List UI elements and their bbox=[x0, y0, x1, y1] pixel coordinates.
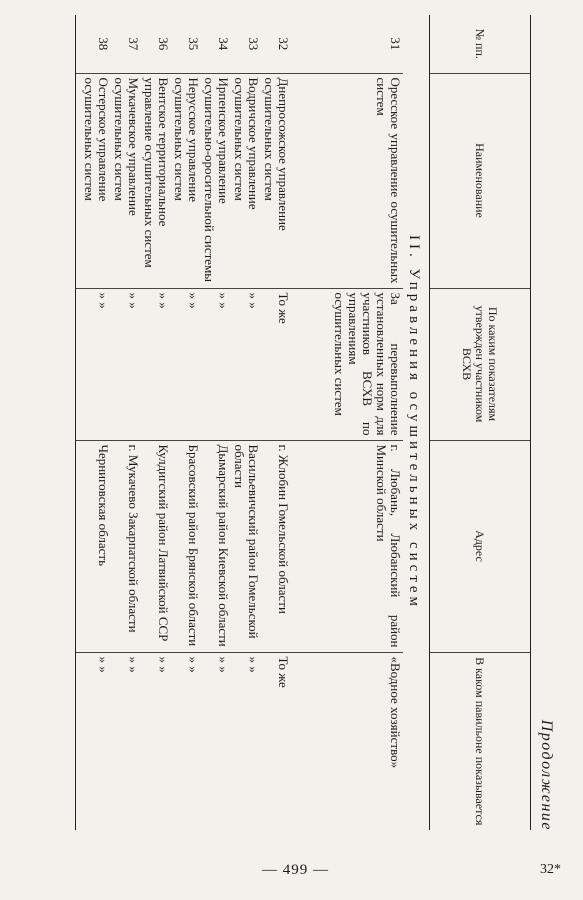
row-name: Ирпенское управление осушительно-оросительной системы bbox=[201, 73, 231, 288]
row-num: 36 bbox=[156, 37, 171, 51]
row-pavilion: » » bbox=[141, 652, 171, 830]
row-name: Днепросожское управление осушительных систем bbox=[261, 73, 291, 288]
table-header-row bbox=[430, 15, 531, 830]
row-num: 35 bbox=[186, 37, 201, 51]
table-row bbox=[111, 15, 141, 830]
signature-mark: 32* bbox=[540, 862, 561, 877]
row-indicators: » » bbox=[111, 288, 141, 440]
row-address: Черниговская область bbox=[76, 440, 112, 652]
row-indicators: » » bbox=[201, 288, 231, 440]
section-title: II. Управления осушительных систем bbox=[406, 234, 422, 611]
row-name: Водричское управление осушительных систем bbox=[231, 73, 261, 288]
row-indicators: За перевыполнение установленных норм для участников ВСХВ по управлениям осушительных систем bbox=[291, 288, 403, 440]
row-indicators: » » bbox=[231, 288, 261, 440]
row-pavilion: » » bbox=[171, 652, 201, 830]
row-pavilion: » » bbox=[76, 652, 112, 830]
section-heading-row bbox=[403, 15, 430, 830]
row-num: 33 bbox=[246, 37, 261, 51]
row-address: Васильевичский район Гомельской области bbox=[231, 440, 261, 652]
row-address: Брасовский район Брянской области bbox=[171, 440, 201, 652]
page-footer bbox=[0, 860, 583, 890]
row-num: 34 bbox=[216, 37, 231, 51]
row-address: г. Жлобин Гомельской области bbox=[261, 440, 291, 652]
row-pavilion: То же bbox=[261, 652, 291, 830]
table-row bbox=[141, 15, 171, 830]
row-indicators: » » bbox=[171, 288, 201, 440]
row-pavilion: » » bbox=[111, 652, 141, 830]
rotated-table-area bbox=[23, 15, 553, 835]
row-num: 31 bbox=[388, 37, 403, 51]
header-indicators: По каким показателям утвержден участником ВСХВ bbox=[430, 288, 531, 440]
row-name: Оресское управление осушительных систем bbox=[291, 73, 403, 288]
row-indicators: » » bbox=[76, 288, 112, 440]
table-row bbox=[261, 15, 291, 830]
row-address: Кулдигский район Латвийской ССР bbox=[141, 440, 171, 652]
header-num: № пп. bbox=[430, 15, 531, 73]
row-name: Вентское территориальное управление осушительных систем bbox=[141, 73, 171, 288]
row-pavilion: » » bbox=[231, 652, 261, 830]
page-number: — 499 — bbox=[262, 862, 329, 878]
row-indicators: » » bbox=[141, 288, 171, 440]
table-row bbox=[231, 15, 261, 830]
row-name: Мукачевское управление осушительных систем bbox=[111, 73, 141, 288]
table-row bbox=[201, 15, 231, 830]
row-pavilion: » » bbox=[201, 652, 231, 830]
table-row bbox=[171, 15, 201, 830]
row-address: г. Мукачево Закарпатской области bbox=[111, 440, 141, 652]
row-num: 32 bbox=[276, 37, 291, 51]
header-name: Наименование bbox=[430, 73, 531, 288]
header-pavilion: В каком павильоне показывается bbox=[430, 652, 531, 830]
header-address: Адрес bbox=[430, 440, 531, 652]
row-pavilion: «Водное хозяйство» bbox=[291, 652, 403, 830]
row-num: 37 bbox=[126, 37, 141, 51]
organizations-table bbox=[75, 15, 531, 830]
row-address: Дымарский район Киевской области bbox=[201, 440, 231, 652]
row-address: г. Любань, Любанский район Минской области bbox=[291, 440, 403, 652]
row-name: Нерусское управление осушительных систем bbox=[171, 73, 201, 288]
row-name: Остерское управление осушительных систем bbox=[76, 73, 112, 288]
continuation-label: Продолжение bbox=[538, 719, 555, 831]
table-row bbox=[291, 15, 403, 830]
row-indicators: То же bbox=[261, 288, 291, 440]
row-num: 38 bbox=[76, 15, 112, 73]
table-row bbox=[76, 15, 112, 830]
